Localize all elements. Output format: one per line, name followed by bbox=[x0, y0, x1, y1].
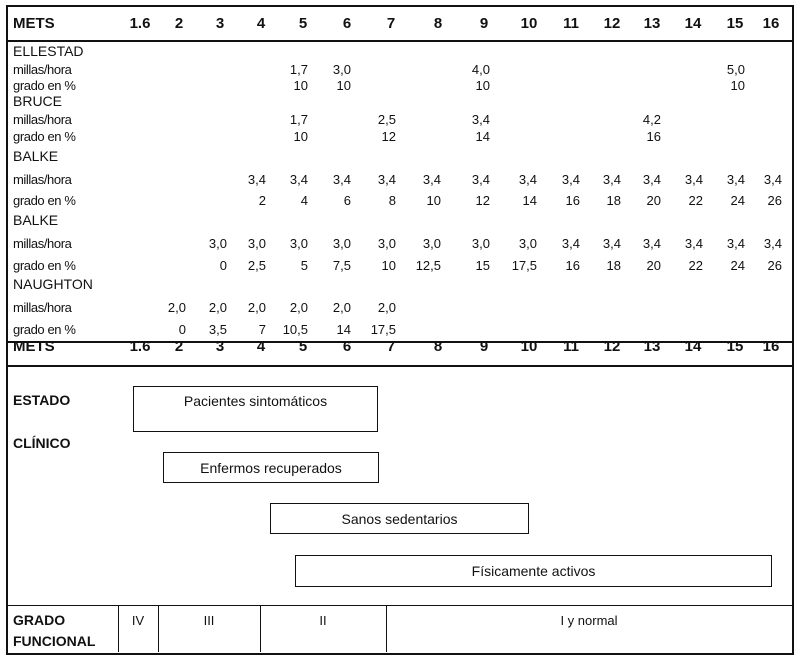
clinical-label-line1: ESTADO bbox=[13, 392, 71, 408]
cell-value: 2,5 bbox=[377, 112, 396, 127]
cell-value: 10 bbox=[293, 129, 308, 144]
mets-value: 8 bbox=[433, 338, 443, 355]
clinical-group-box: Enfermos recuperados bbox=[163, 452, 379, 483]
mets-value: 16 bbox=[762, 338, 780, 355]
protocol-name: ELLESTAD bbox=[13, 43, 84, 59]
cell-value: 2 bbox=[258, 193, 266, 208]
cell-value: 10,5 bbox=[282, 322, 308, 337]
cell-value: 3,4 bbox=[642, 236, 661, 251]
row-label: grado en % bbox=[13, 78, 76, 93]
cell-value: 3,0 bbox=[377, 236, 396, 251]
functional-grade: III bbox=[203, 613, 215, 628]
mets-value: 9 bbox=[479, 15, 489, 32]
mets-value: 10 bbox=[520, 338, 538, 355]
cell-value: 2,0 bbox=[208, 300, 227, 315]
cell-value: 2,0 bbox=[289, 300, 308, 315]
mets-value: 11 bbox=[563, 338, 579, 355]
cell-value: 14 bbox=[522, 193, 537, 208]
functional-grade: II bbox=[319, 613, 327, 628]
cell-value: 10 bbox=[381, 258, 396, 273]
clinical-group-box: Sanos sedentarios bbox=[270, 503, 529, 534]
cell-value: 26 bbox=[767, 193, 782, 208]
row-label: millas/hora bbox=[13, 172, 72, 187]
cell-value: 3,4 bbox=[561, 172, 580, 187]
cell-value: 3,4 bbox=[247, 172, 266, 187]
cell-value: 15 bbox=[475, 258, 490, 273]
cell-value: 3,4 bbox=[518, 172, 537, 187]
cell-value: 3,0 bbox=[332, 62, 351, 77]
cell-value: 3,5 bbox=[208, 322, 227, 337]
mets-value: 14 bbox=[684, 15, 702, 32]
cell-value: 3,4 bbox=[422, 172, 441, 187]
mets-value: 6 bbox=[342, 15, 352, 32]
cell-value: 20 bbox=[646, 258, 661, 273]
cell-value: 6 bbox=[343, 193, 351, 208]
cell-value: 1,7 bbox=[289, 62, 308, 77]
header-divider bbox=[6, 40, 794, 42]
cell-value: 10 bbox=[336, 78, 351, 93]
clinical-label-line2: CLÍNICO bbox=[13, 435, 71, 451]
mets-value: 6 bbox=[342, 338, 352, 355]
cell-value: 3,4 bbox=[763, 172, 782, 187]
cell-value: 26 bbox=[767, 258, 782, 273]
cell-value: 7,5 bbox=[332, 258, 351, 273]
cell-value: 2,0 bbox=[377, 300, 396, 315]
cell-value: 3,4 bbox=[377, 172, 396, 187]
cell-value: 3,4 bbox=[726, 236, 745, 251]
mets-value: 5 bbox=[298, 15, 308, 32]
cell-value: 10 bbox=[730, 78, 745, 93]
cell-value: 3,4 bbox=[602, 172, 621, 187]
cell-value: 10 bbox=[426, 193, 441, 208]
cell-value: 17,5 bbox=[370, 322, 396, 337]
mets-value: 1.6 bbox=[129, 338, 151, 355]
cell-value: 12,5 bbox=[415, 258, 441, 273]
protocol-name: NAUGHTON bbox=[13, 276, 93, 292]
mets-value: 5 bbox=[298, 338, 308, 355]
cell-value: 3,4 bbox=[684, 236, 703, 251]
cell-value: 16 bbox=[646, 129, 661, 144]
clinical-group-box: Físicamente activos bbox=[295, 555, 772, 587]
mets-value: 11 bbox=[563, 15, 579, 32]
mets-value: 3 bbox=[215, 15, 225, 32]
mets-value: 12 bbox=[603, 15, 621, 32]
mets-label: METS bbox=[13, 15, 55, 32]
cell-value: 4,2 bbox=[642, 112, 661, 127]
mets-value: 16 bbox=[762, 15, 780, 32]
mets-value: 12 bbox=[603, 338, 621, 355]
cell-value: 14 bbox=[475, 129, 490, 144]
cell-value: 10 bbox=[475, 78, 490, 93]
cell-value: 3,0 bbox=[518, 236, 537, 251]
cell-value: 3,0 bbox=[332, 236, 351, 251]
cell-value: 12 bbox=[475, 193, 490, 208]
cell-value: 3,4 bbox=[642, 172, 661, 187]
cell-value: 1,7 bbox=[289, 112, 308, 127]
cell-value: 3,4 bbox=[332, 172, 351, 187]
row-label: millas/hora bbox=[13, 112, 72, 127]
cell-value: 2,5 bbox=[247, 258, 266, 273]
cell-value: 8 bbox=[388, 193, 396, 208]
protocol-name: BALKE bbox=[13, 212, 59, 228]
cell-value: 0 bbox=[178, 322, 186, 337]
row-label: grado en % bbox=[13, 193, 76, 208]
cell-value: 3,4 bbox=[726, 172, 745, 187]
cell-value: 2,0 bbox=[332, 300, 351, 315]
cell-value: 3,4 bbox=[602, 236, 621, 251]
mets-label: METS bbox=[13, 338, 55, 355]
cell-value: 18 bbox=[606, 258, 621, 273]
cell-value: 10 bbox=[293, 78, 308, 93]
mets-value: 4 bbox=[256, 15, 266, 32]
protocol-name: BALKE bbox=[13, 148, 59, 164]
mets-value: 2 bbox=[174, 15, 184, 32]
row-label: millas/hora bbox=[13, 236, 72, 251]
functional-grade: I y normal bbox=[560, 613, 618, 628]
mets-value: 9 bbox=[479, 338, 489, 355]
cell-value: 12 bbox=[381, 129, 396, 144]
mets-value: 4 bbox=[256, 338, 266, 355]
mets-value: 8 bbox=[433, 15, 443, 32]
cell-value: 18 bbox=[606, 193, 621, 208]
row-label: grado en % bbox=[13, 258, 76, 273]
clinical-group-box: Pacientes sintomáticos bbox=[133, 386, 378, 432]
cell-value: 7 bbox=[258, 322, 266, 337]
cell-value: 16 bbox=[565, 193, 580, 208]
cell-value: 16 bbox=[565, 258, 580, 273]
cell-value: 3,4 bbox=[289, 172, 308, 187]
cell-value: 3,0 bbox=[471, 236, 490, 251]
cell-value: 24 bbox=[730, 193, 745, 208]
mets-value: 3 bbox=[215, 338, 225, 355]
cell-value: 0 bbox=[219, 258, 227, 273]
row-label: grado en % bbox=[13, 129, 76, 144]
functional-label-line2: FUNCIONAL bbox=[13, 633, 96, 649]
mets-value: 15 bbox=[726, 338, 744, 355]
mets-value: 7 bbox=[386, 15, 396, 32]
mets-value: 2 bbox=[174, 338, 184, 355]
mets-value: 14 bbox=[684, 338, 702, 355]
cell-value: 3,0 bbox=[208, 236, 227, 251]
cell-value: 14 bbox=[336, 322, 351, 337]
cell-value: 3,4 bbox=[471, 172, 490, 187]
cell-value: 2,0 bbox=[247, 300, 266, 315]
cell-value: 24 bbox=[730, 258, 745, 273]
row-label: grado en % bbox=[13, 322, 76, 337]
cell-value: 4 bbox=[300, 193, 308, 208]
functional-label-line1: GRADO bbox=[13, 612, 66, 628]
row-label: millas/hora bbox=[13, 62, 72, 77]
cell-value: 2,0 bbox=[167, 300, 186, 315]
protocol-name: BRUCE bbox=[13, 93, 63, 109]
cell-value: 3,4 bbox=[684, 172, 703, 187]
cell-value: 4,0 bbox=[471, 62, 490, 77]
cell-value: 3,4 bbox=[763, 236, 782, 251]
cell-value: 5 bbox=[300, 258, 308, 273]
mets-value: 15 bbox=[726, 15, 744, 32]
cell-value: 3,4 bbox=[561, 236, 580, 251]
cell-value: 17,5 bbox=[511, 258, 537, 273]
cell-value: 20 bbox=[646, 193, 661, 208]
cell-value: 3,0 bbox=[289, 236, 308, 251]
cell-value: 22 bbox=[688, 193, 703, 208]
mets-value: 10 bbox=[520, 15, 538, 32]
cell-value: 22 bbox=[688, 258, 703, 273]
mets-value: 7 bbox=[386, 338, 396, 355]
mets-value: 13 bbox=[643, 338, 661, 355]
section-divider-bottom bbox=[6, 365, 794, 367]
cell-value: 3,0 bbox=[422, 236, 441, 251]
row-label: millas/hora bbox=[13, 300, 72, 315]
cell-value: 3,0 bbox=[247, 236, 266, 251]
grade-divider bbox=[6, 605, 794, 606]
cell-value: 5,0 bbox=[726, 62, 745, 77]
cell-value: 3,4 bbox=[471, 112, 490, 127]
functional-grade: IV bbox=[131, 613, 145, 628]
mets-value: 13 bbox=[643, 15, 661, 32]
mets-value: 1.6 bbox=[129, 15, 151, 32]
